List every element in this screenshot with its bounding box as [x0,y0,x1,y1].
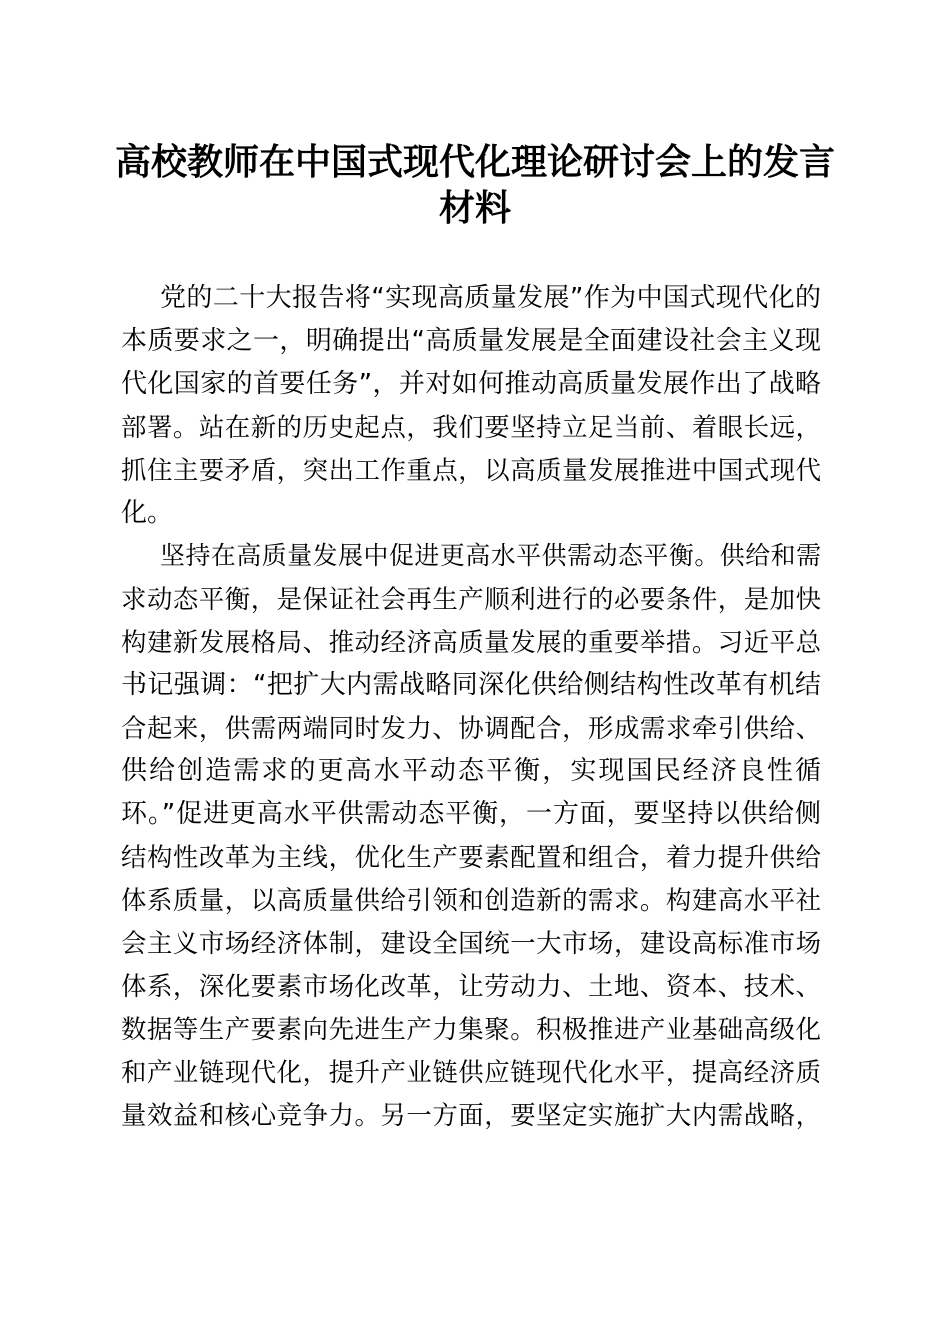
paragraph-2-line-2: 求动态平衡，是保证社会再生产顺利进行的必要条件，是加快 [121,584,821,614]
paragraph-2-line-9: 体系质量，以高质量供给引领和创造新的需求。构建高水平社 [121,885,821,915]
document-title-line-1: 高校教师在中国式现代化理论研讨会上的发言 [114,141,835,183]
paragraph-2-line-7: 环。”促进更高水平供需动态平衡，一方面，要坚持以供给侧 [121,799,821,829]
paragraph-2-line-11: 体系，深化要素市场化改革，让劳动力、土地、资本、技术、 [121,971,821,1001]
paragraph-2-line-1: 坚持在高质量发展中促进更高水平供需动态平衡。供给和需 [160,541,821,570]
paragraph-1-line-3: 代化国家的首要任务”，并对如何推动高质量发展作出了战略 [121,369,821,399]
paragraph-1-line-5: 抓住主要矛盾，突出工作重点，以高质量发展推进中国式现代 [121,455,821,485]
paragraph-2-line-4: 书记强调：“把扩大内需战略同深化供给侧结构性改革有机结 [121,670,821,700]
paragraph-2-line-8: 结构性改革为主线，优化生产要素配置和组合，着力提升供给 [121,842,821,872]
paragraph-1-line-1: 党的二十大报告将“实现高质量发展”作为中国式现代化的 [160,283,821,313]
paragraph-1-line-2: 本质要求之一，明确提出“高质量发展是全面建设社会主义现 [121,326,821,356]
paragraph-2-line-10: 会主义市场经济体制，建设全国统一大市场，建设高标准市场 [121,928,821,958]
paragraph-2-line-13: 和产业链现代化，提升产业链供应链现代化水平，提高经济质 [121,1057,821,1087]
paragraph-2-line-6: 供给创造需求的更高水平动态平衡，实现国民经济良性循 [121,756,821,786]
paragraph-1-line-6: 化。 [121,498,174,528]
paragraph-1-line-4: 部署。站在新的历史起点，我们要坚持立足当前、着眼长远， [121,412,821,442]
paragraph-2-line-5: 合起来，供需两端同时发力、协调配合，形成需求牵引供给、 [121,713,821,743]
paragraph-2-line-14: 量效益和核心竞争力。另一方面，要坚定实施扩大内需战略， [121,1100,821,1130]
paragraph-2-line-3: 构建新发展格局、推动经济高质量发展的重要举措。习近平总 [121,627,821,657]
paragraph-2-line-12: 数据等生产要素向先进生产力集聚。积极推进产业基础高级化 [121,1014,821,1044]
document-title-line-2: 材料 [438,187,511,229]
